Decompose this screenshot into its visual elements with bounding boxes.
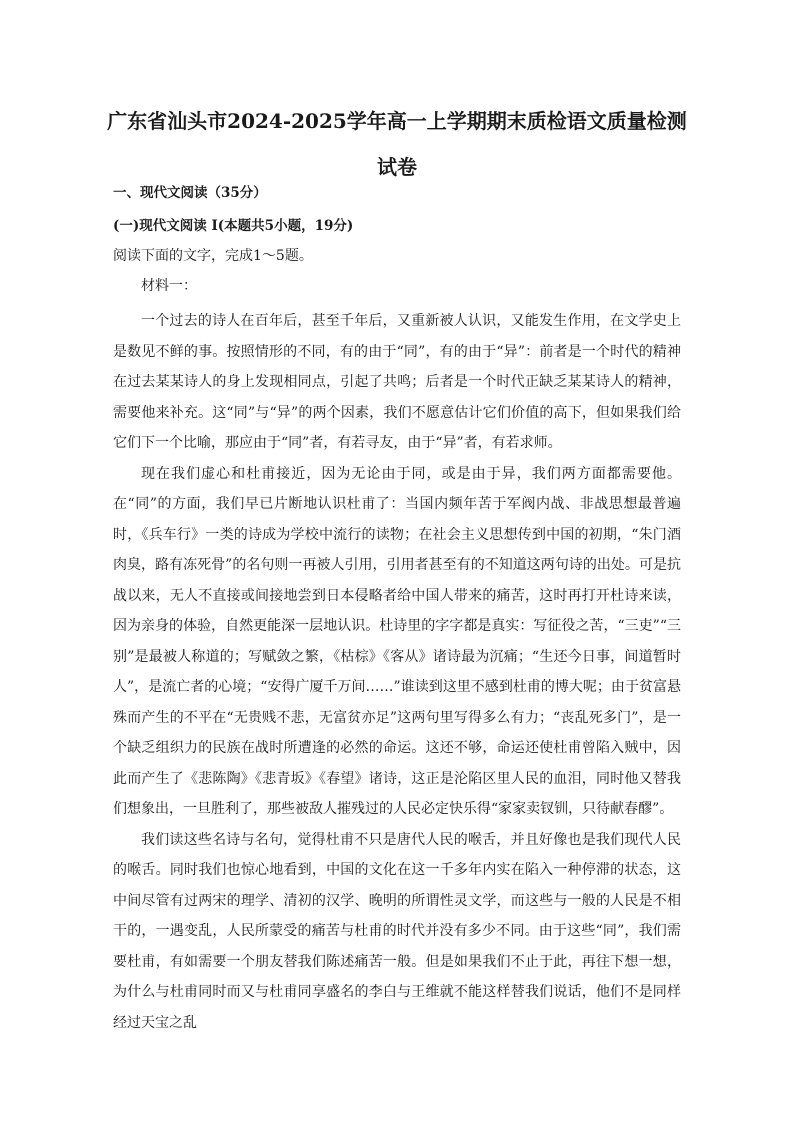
- instruction-text: 阅读下面的文字，完成1～5题。: [113, 248, 313, 264]
- title-line-2: 试卷: [377, 155, 417, 179]
- article-body: [113, 306, 681, 1038]
- paragraph: 现在我们虚心和杜甫接近，因为无论由于同，或是由于异，我们两方面都需要他。在“同”的方面，我们早已片断地认识杜甫了：当国内频年苦于军阀内战、非战思想最普遍时，《兵车行》一类的诗成为学校中流行的读物；在社会主义思想传到中国的初期，“朱门酒肉臭，路有冻死骨”的名句则一再被人引用，引用者甚至有的不知道这两句诗的出处。可是抗战以来，无人不直接或间接地尝到日本侵略者给中国人带来的痛苦，这时再打开杜诗来读，因为亲身的体验，自然更能深一层地认识。杜诗里的字字都是真实：写征役之苦，“三吏”“三别”是最被人称道的；写赋敛之繁，《枯棕》《客从》诸诗最为沉痛；“生还今日事，间道暂时人”，是流亡者的心境；“安得广厦千万间……”谁读到这里不感到杜甫的博大呢；由于贫富悬殊而产生的不平在“无贵贱不悲，无富贫亦足”这两句里写得多么有力；“丧乱死多门”，是一个缺乏组织力的民族在战时所遭逢的必然的命运。这还不够，命运还使杜甫曾陷入贼中，因此而产生了《悲陈陶》《悲青坂》《春望》诸诗，这正是沦陷区里人民的血泪，同时他又替我们想象出，一旦胜利了，那些被敌人摧残过的人民必定快乐得“家家卖钗钏，只待献春醪”。: [113, 465, 681, 817]
- material-label: 材料一：: [141, 278, 197, 294]
- document-title: [60, 98, 734, 190]
- title-line-1: 广东省汕头市2024-2025学年高一上学期期末质检语文质量检测: [107, 109, 687, 133]
- section-heading: 一、现代文阅读（35分）: [113, 185, 267, 201]
- subsection-heading: (一)现代文阅读 I(本题共5小题，19分): [113, 218, 354, 234]
- paragraph: 我们读这些名诗与名句，觉得杜甫不只是唐代人民的喉舌，并且好像也是我们现代人民的喉舌。同时我们也惊心地看到，中国的文化在这一千多年内实在陷入一种停滞的状态，这中间尽管有过两宋的理学、清初的汉学、晚明的所谓性灵文学，而这些与一般的人民是不相干的，一遇变乱，人民所蒙受的痛苦与杜甫的时代并没有多少不同。由于这些“同”，我们需要杜甫，有如需要一个朋友替我们陈述痛苦一般。但是如果我们不止于此，再往下想一想，为什么与杜甫同时而又与杜甫同享盛名的李白与王维就不能这样替我们说话，他们不是同样经过天宝之乱: [113, 831, 681, 1031]
- paragraph: 一个过去的诗人在百年后，甚至千年后，又重新被人认识，又能发生作用，在文学史上是数见不鲜的事。按照情形的不同，有的由于“同”，有的由于“异”：前者是一个时代的精神在过去某某诗人的身上发现相同点，引起了共鸣；后者是一个时代正缺乏某某诗人的精神，需要他来补充。这“同”与“异”的两个因素，我们不愿意估计它们价值的高下，但如果我们给它们下一个比喻，那应由于“同”者，有若寻友，由于“异”者，有若求师。: [113, 313, 681, 451]
